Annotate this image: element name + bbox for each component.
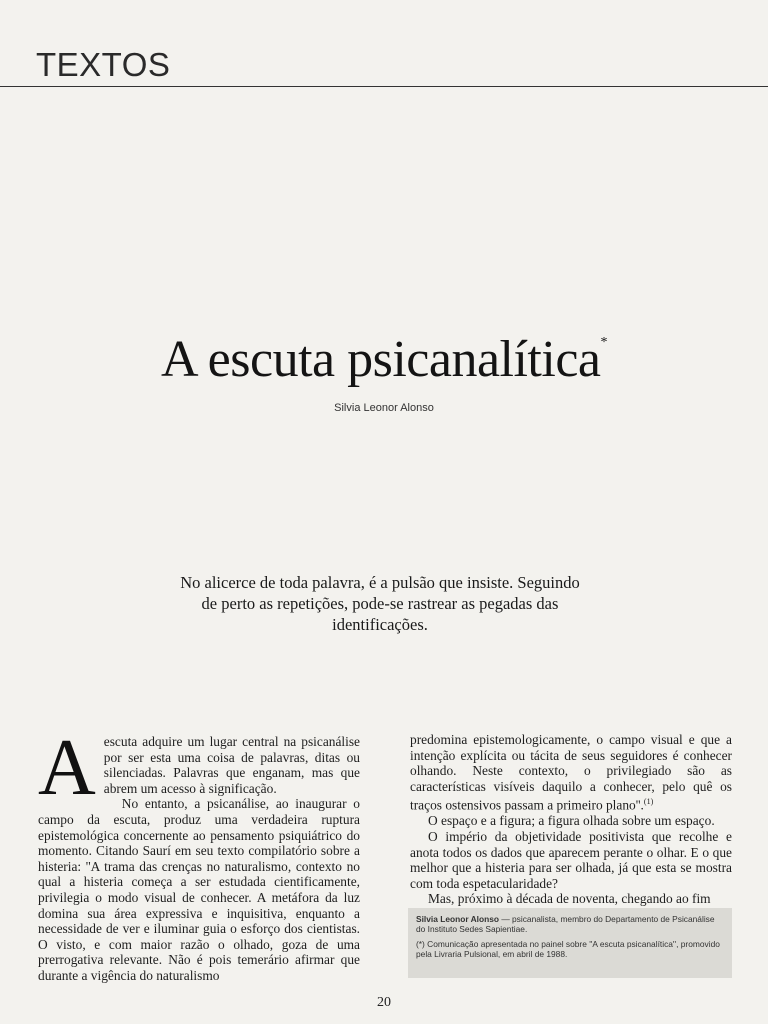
right-paragraph-4: Mas, próximo à década de noventa, chegando ao fim	[428, 891, 711, 907]
author-bio-name: Silvia Leonor Alonso	[416, 914, 499, 924]
author-bio	[416, 914, 724, 934]
right-paragraph-2: O espaço e a figura; a figura olhada sobre um espaço.	[428, 813, 715, 829]
footnote-ref: (1)	[643, 797, 654, 807]
left-column	[38, 724, 360, 984]
epigraph: No alicerce de toda palavra, é a pulsão que insiste. Seguindo de perto as repetições, pode-se rastrear as pegadas das identificações.	[180, 573, 580, 634]
left-paragraph-2: No entanto, a psicanálise, ao inaugurar o campo da escuta, produz uma verdadeira ruptura epistemológica concernente ao pensamento psiquiátrico do momento. Citando Saurí em seu texto compilatório sobre a histeria: ''A trama das crenças no naturalismo, contexto no qual a histeria começa a ser estudada cientificamente, privilegia o modo visual de conhecer. A metáfora da luz domina sua área expressiva e inquisitiva, enquanto a necessidade de ver e iluminar guia o esforço dos cientistas. O visto, e com maior razão o olhado, goza de uma prerrogativa relevante. Não é pois temerário afirmar que durante a vigência do naturalismo	[38, 796, 360, 983]
title-footnote-mark: *	[600, 335, 607, 350]
left-paragraph-1-text: escuta adquire um lugar central na psicanálise por ser esta uma coisa de palavras, ditas ou silenciadas. Palavras que enganam, mas que abrem um acesso à significação.	[103, 734, 360, 796]
title-text: A escuta psicanalítica	[161, 331, 601, 388]
header-rule	[0, 86, 768, 87]
right-paragraph-3: O império da objetividade positivista que recolhe e anota todos os dados que aparecem perante o olhar. E o que melhor que a histeria para ser olhada, já que esta se mostra com toda espetacularidade?	[410, 829, 732, 891]
left-paragraph-1	[38, 724, 360, 812]
article-author: Silvia Leonor Alonso	[334, 402, 434, 414]
page-number: 20	[377, 995, 391, 1010]
footnote: (*) Comunicação apresentada no painel sobre ''A escuta psicanalítica'', promovido pela Livraria Pulsional, em abril de 1988.	[416, 939, 720, 959]
right-column	[410, 732, 732, 907]
right-paragraph-1-text: predomina epistemologicamente, o campo visual e que a intenção explícita ou tácita de seus seguidores é conhecer olhando. Neste contexto, o privilegiado são as características visíveis daquilo a conhecer, pelo quê os traços ostensivos passam a primeiro plano''.	[410, 732, 732, 813]
article-title	[0, 330, 768, 389]
author-bio-text: — psicanalista, membro do Departamento de Psicanálise do Instituto Sedes Sapientiae.	[416, 914, 715, 934]
right-paragraph-1	[410, 732, 732, 813]
drop-cap: A	[38, 724, 96, 812]
author-note-box	[408, 908, 732, 978]
section-label: TEXTOS	[36, 46, 171, 83]
